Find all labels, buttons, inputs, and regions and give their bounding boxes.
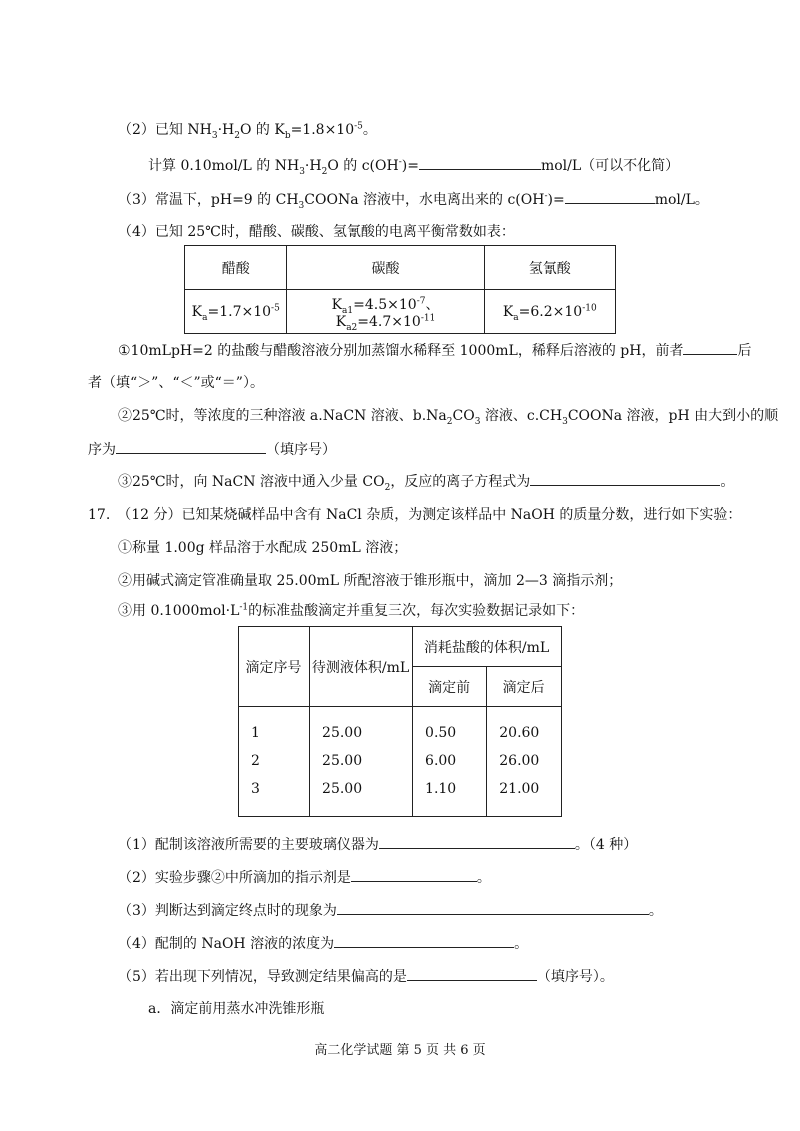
col-header-hcn: 氢氰酸 <box>484 246 615 290</box>
col-header-before: 滴定前 <box>413 667 487 707</box>
answer-blank[interactable] <box>379 834 575 849</box>
answer-blank[interactable] <box>419 155 541 170</box>
q16-part2-calc: 计算 0.10mol/L 的 $NH_3\cdot H_2O$ 的 c(OH-)= mol/L（可以不化简） <box>148 155 679 176</box>
q16-sub2: ②25℃时，等浓度的三种溶液 a.NaCN 溶液、$b.Na_2CO_3$ 溶液、$c.CH_3COONa$ 溶液，pH 由大到小的顺 <box>118 408 779 427</box>
answer-blank[interactable] <box>351 867 477 882</box>
answer-blank[interactable] <box>116 439 266 454</box>
q17-step1: ①称量 1.00g 样品溶于水配成 250mL 溶液； <box>118 540 408 556</box>
cell-after: 26.00 <box>487 745 562 777</box>
ka-acetic: $K_a=1.7\times 10^{-5}$ <box>185 290 287 334</box>
q17-answer3: （3）判断达到滴定终点时的现象为 。 <box>118 900 663 921</box>
cell-seq: 2 <box>239 745 310 777</box>
q17-answer2: （2）实验步骤②中所滴加的指示剂是 。 <box>118 867 491 888</box>
q17-answer4: （4）配制的 NaOH 溶液的浓度为 。 <box>118 933 528 954</box>
col-header-carbonic: 碳酸 <box>287 246 484 290</box>
cell-seq: 3 <box>239 777 310 817</box>
ionization-constant-table <box>184 245 616 334</box>
col-header-volume: 待测液体积/mL <box>310 627 413 707</box>
cell-before: 6.00 <box>413 745 487 777</box>
cell-before: 0.50 <box>413 707 487 745</box>
col-header-after: 滴定后 <box>487 667 562 707</box>
q16-part4: （4）已知 25℃时，醋酸、碳酸、氢氰酸的电离平衡常数如表： <box>118 224 515 240</box>
q17-option-a: a．滴定前用蒸水冲洗锥形瓶 <box>148 1001 325 1017</box>
titration-data-table <box>238 626 562 817</box>
col-header-hcl: 消耗盐酸的体积/mL <box>413 627 562 667</box>
q16-sub3: ③25℃时，向 NaCN 溶液中通入少量 $CO_2$，反应的离子方程式为 。 <box>118 471 734 492</box>
answer-blank[interactable] <box>683 340 737 355</box>
answer-blank[interactable] <box>530 471 720 486</box>
q16-part3: （3）常温下，pH=9 的 $CH_3COONa$ 溶液中，水电离出来的 c(OH-)= mol/L。 <box>118 189 709 210</box>
q17-answer1: （1）配制该溶液所需要的主要玻璃仪器为 。（4 种） <box>118 834 637 855</box>
cell-before: 1.10 <box>413 777 487 817</box>
cell-seq: 1 <box>239 707 310 745</box>
q16-sub1: ①10mLpH=2 的盐酸与醋酸溶液分别加蒸馏水稀释至 1000mL，稀释后溶液的 pH，前者 后 <box>118 340 751 361</box>
cell-after: 20.60 <box>487 707 562 745</box>
cell-volume: 25.00 <box>310 777 413 817</box>
ka-carbonic: $K_{a1}=4.5\times 10^{-7}$、$K_{a2}=4.7\times 10^{-11}$ <box>287 290 484 334</box>
q17-step3: ③用 $0.1000mol\cdot L^{-1}$的标准盐酸滴定并重复三次，每次实验数据记录如下： <box>118 602 585 619</box>
q16-part2: （2）已知 $NH_3\cdot H_2O$ 的 $K_b=1.8\times 10^{-5}$。 <box>118 121 377 141</box>
answer-blank[interactable] <box>565 189 655 204</box>
q16-sub1-cont: 者（填“＞”、“＜”或“＝”）。 <box>88 375 264 391</box>
col-header-seq: 滴定序号 <box>239 627 310 707</box>
cell-volume: 25.00 <box>310 707 413 745</box>
answer-blank[interactable] <box>337 900 649 915</box>
q16-sub2-cont: 序为 （填序号） <box>88 439 336 460</box>
q17-intro: 17. （12 分）已知某烧碱样品中含有 NaCl 杂质，为测定该样品中 NaOH 的质量分数，进行如下实验： <box>88 507 742 523</box>
q17-answer5: （5）若出现下列情况，导致测定结果偏高的是 （填序号）。 <box>118 966 614 987</box>
col-header-acetic: 醋酸 <box>185 246 287 290</box>
answer-blank[interactable] <box>334 933 514 948</box>
answer-blank[interactable] <box>407 966 537 981</box>
ka-hcn: $K_a=6.2\times 10^{-10}$ <box>484 290 615 334</box>
cell-volume: 25.00 <box>310 745 413 777</box>
cell-after: 21.00 <box>487 777 562 817</box>
page-footer: 高二化学试题 第 5 页 共 6 页 <box>314 1043 486 1058</box>
q17-step2: ②用碱式滴定管准确量取 25.00mL 所配溶液于锥形瓶中，滴加 2—3 滴指示剂； <box>118 573 623 589</box>
